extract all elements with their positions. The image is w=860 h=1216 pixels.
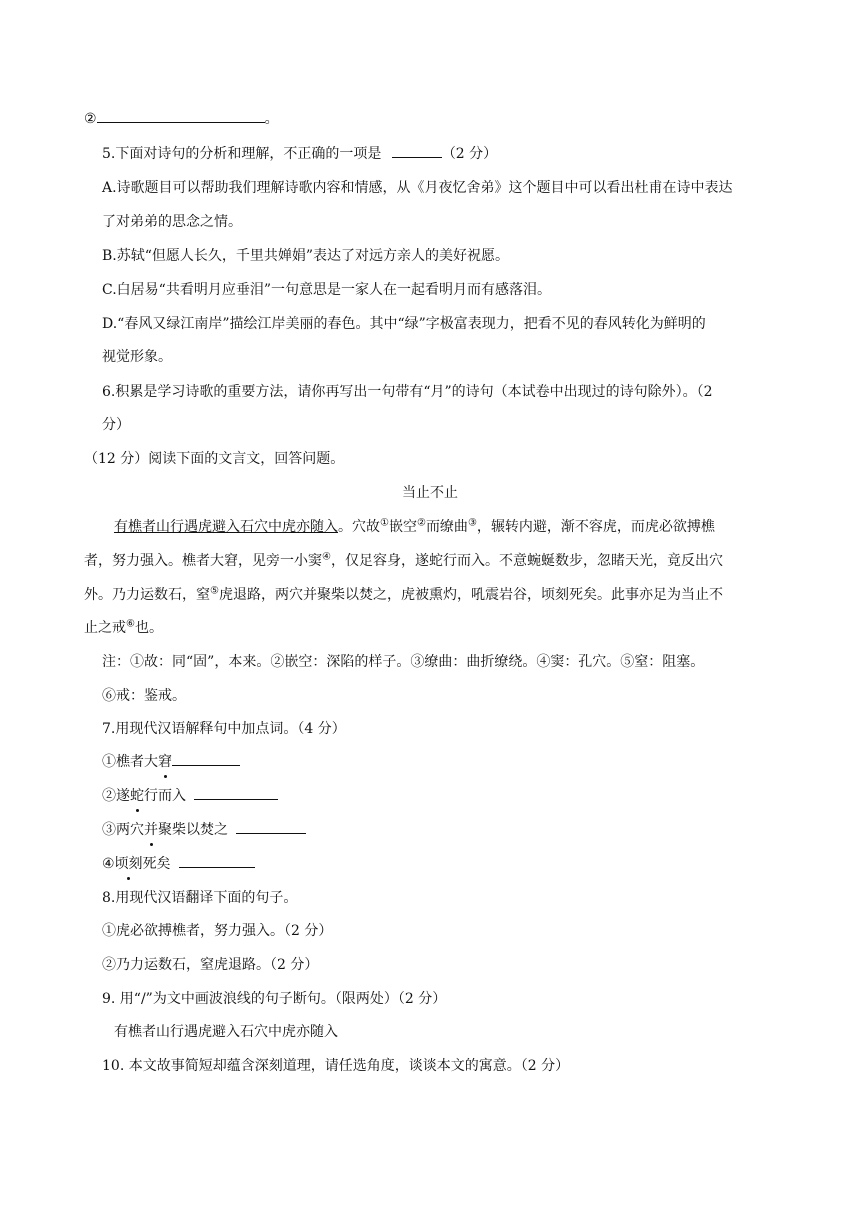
q4-item2-end: 。 xyxy=(264,111,279,127)
passage-text: 嵌空 xyxy=(388,519,417,535)
q5-option-d-line1: D.“春风又绿江南岸”描绘江岸美丽的春色。其中“绿”字极富表现力，把看不见的春风转化为鲜明的 xyxy=(102,316,706,332)
note-marker-2: ② xyxy=(416,517,426,529)
passage-line-4 xyxy=(84,617,163,639)
q5-option-b: B.苏轼“但愿人长久，千里共婵娟”表达了对远方亲人的美好祝愿。 xyxy=(102,248,510,264)
notes-line1: 注：①故：同“固”，本来。②嵌空：深陷的样子。③缭曲：曲折缭绕。④窦：孔穴。⑤窒：阻塞。 xyxy=(102,654,705,670)
passage-text: ，辗转内避，渐不容虎，而虎必欲搏樵 xyxy=(476,519,715,535)
dotted-word: 窘 xyxy=(158,751,172,773)
q10-stem: 10. 本文故事简短却蕴含深刻道理，请任选角度，谈谈本文的寓意。（2 分） xyxy=(102,1058,570,1074)
q4-item2-label: ② xyxy=(84,111,97,127)
q9-sentence: 有樵者山行遇虎避入石穴中虎亦随入 xyxy=(114,1024,338,1040)
dotted-word: 顷刻 xyxy=(115,853,143,875)
passage-text: 虎退路，两穴并聚柴以焚之，虎被熏灼，吼震岩谷，顷刻死矣。此事亦足为当止不 xyxy=(218,587,723,603)
q5-stem-line xyxy=(102,143,497,165)
note-marker-1: ① xyxy=(380,517,389,529)
q5-score: （2 分） xyxy=(441,146,498,162)
passage-text: 。穴故 xyxy=(338,519,380,535)
q7-item-1 xyxy=(102,751,240,773)
passage-text: 而缭曲 xyxy=(425,519,468,535)
q7-item2-blank[interactable] xyxy=(194,785,278,800)
section-intro: （12 分）阅读下面的文言文，回答问题。 xyxy=(84,451,345,467)
wavy-underlined-sentence: 有樵者山行遇虎避入石穴中虎亦随入 xyxy=(114,519,338,535)
q7-item2-text: 行而入 xyxy=(144,788,186,804)
q7-item3-text: 聚柴以焚之 xyxy=(158,822,228,838)
q5-option-a-line1: A.诗歌题目可以帮助我们理解诗歌内容和情感，从《月夜忆舍弟》这个题目中可以看出杜甫在诗中表达 xyxy=(102,180,733,196)
note-marker-4: ④ xyxy=(322,551,331,563)
q7-item-4 xyxy=(102,853,255,875)
q7-item1-blank[interactable] xyxy=(172,751,240,766)
q5-option-a-line2: 了对弟弟的思念之情。 xyxy=(102,214,242,230)
passage-text: 外。乃力运数石，窒 xyxy=(84,587,210,603)
q7-item3-blank[interactable] xyxy=(236,819,306,834)
q5-stem: 5.下面对诗句的分析和理解，不正确的一项是 xyxy=(102,146,382,162)
q4-item-2 xyxy=(84,108,279,130)
q7-item-2 xyxy=(102,785,278,807)
q6-line1: 6.积累是学习诗歌的重要方法，请你再写出一句带有“月”的诗句（本试卷中出现过的诗句除外）。（2 xyxy=(102,384,713,400)
q8-item-1: ①虎必欲搏樵者，努力强入。（2 分） xyxy=(102,923,333,939)
q7-item3-text: ③两穴 xyxy=(102,822,144,838)
q7-item1-text: ①樵者大 xyxy=(102,754,158,770)
note-marker-5: ⑤ xyxy=(210,585,219,597)
q7-item4-text: 死矣 xyxy=(142,856,171,872)
passage-text: 也。 xyxy=(134,620,163,636)
q8-stem: 8.用现代汉语翻译下面的句子。 xyxy=(102,890,298,906)
q7-stem: 7.用现代汉语解释句中加点词。（4 分） xyxy=(102,721,346,737)
passage-title: 当止不止 xyxy=(402,485,458,501)
q7-item-3 xyxy=(102,819,306,841)
note-marker-3: ③ xyxy=(467,517,477,529)
q5-answer-blank[interactable] xyxy=(392,143,442,158)
passage-line-3 xyxy=(84,584,723,606)
dotted-word: 并 xyxy=(144,819,158,841)
passage-line-2 xyxy=(84,550,723,572)
passage-text: 者，努力强入。樵者大窘，见旁一小窦 xyxy=(84,553,322,569)
dotted-word: 蛇 xyxy=(130,785,144,807)
q7-item2-text: ②遂 xyxy=(102,788,130,804)
q5-option-d-line2: 视觉形象。 xyxy=(102,349,172,365)
notes-line2: ⑥戒：鉴戒。 xyxy=(102,688,186,704)
q6-line2: 分） xyxy=(102,417,130,433)
q7-item4-blank[interactable] xyxy=(179,853,255,868)
q7-item4-text: ④ xyxy=(102,856,115,872)
note-marker-6: ⑥ xyxy=(126,618,135,630)
q9-stem: 9. 用“/”为文中画波浪线的句子断句。（限两处）（2 分） xyxy=(102,991,447,1007)
q4-item2-answer-blank[interactable] xyxy=(97,108,265,123)
passage-text: 止之戒 xyxy=(84,620,126,636)
q5-option-c: C.白居易“共看明月应垂泪”一句意思是一家人在一起看明月而有感落泪。 xyxy=(102,282,551,298)
passage-text: ，仅足容身，遂蛇行而入。不意蜿蜒数步，忽睹天光，竟反出穴 xyxy=(330,553,723,569)
passage-line-1 xyxy=(114,516,715,538)
q8-item-2: ②乃力运数石，窒虎退路。（2 分） xyxy=(102,957,319,973)
